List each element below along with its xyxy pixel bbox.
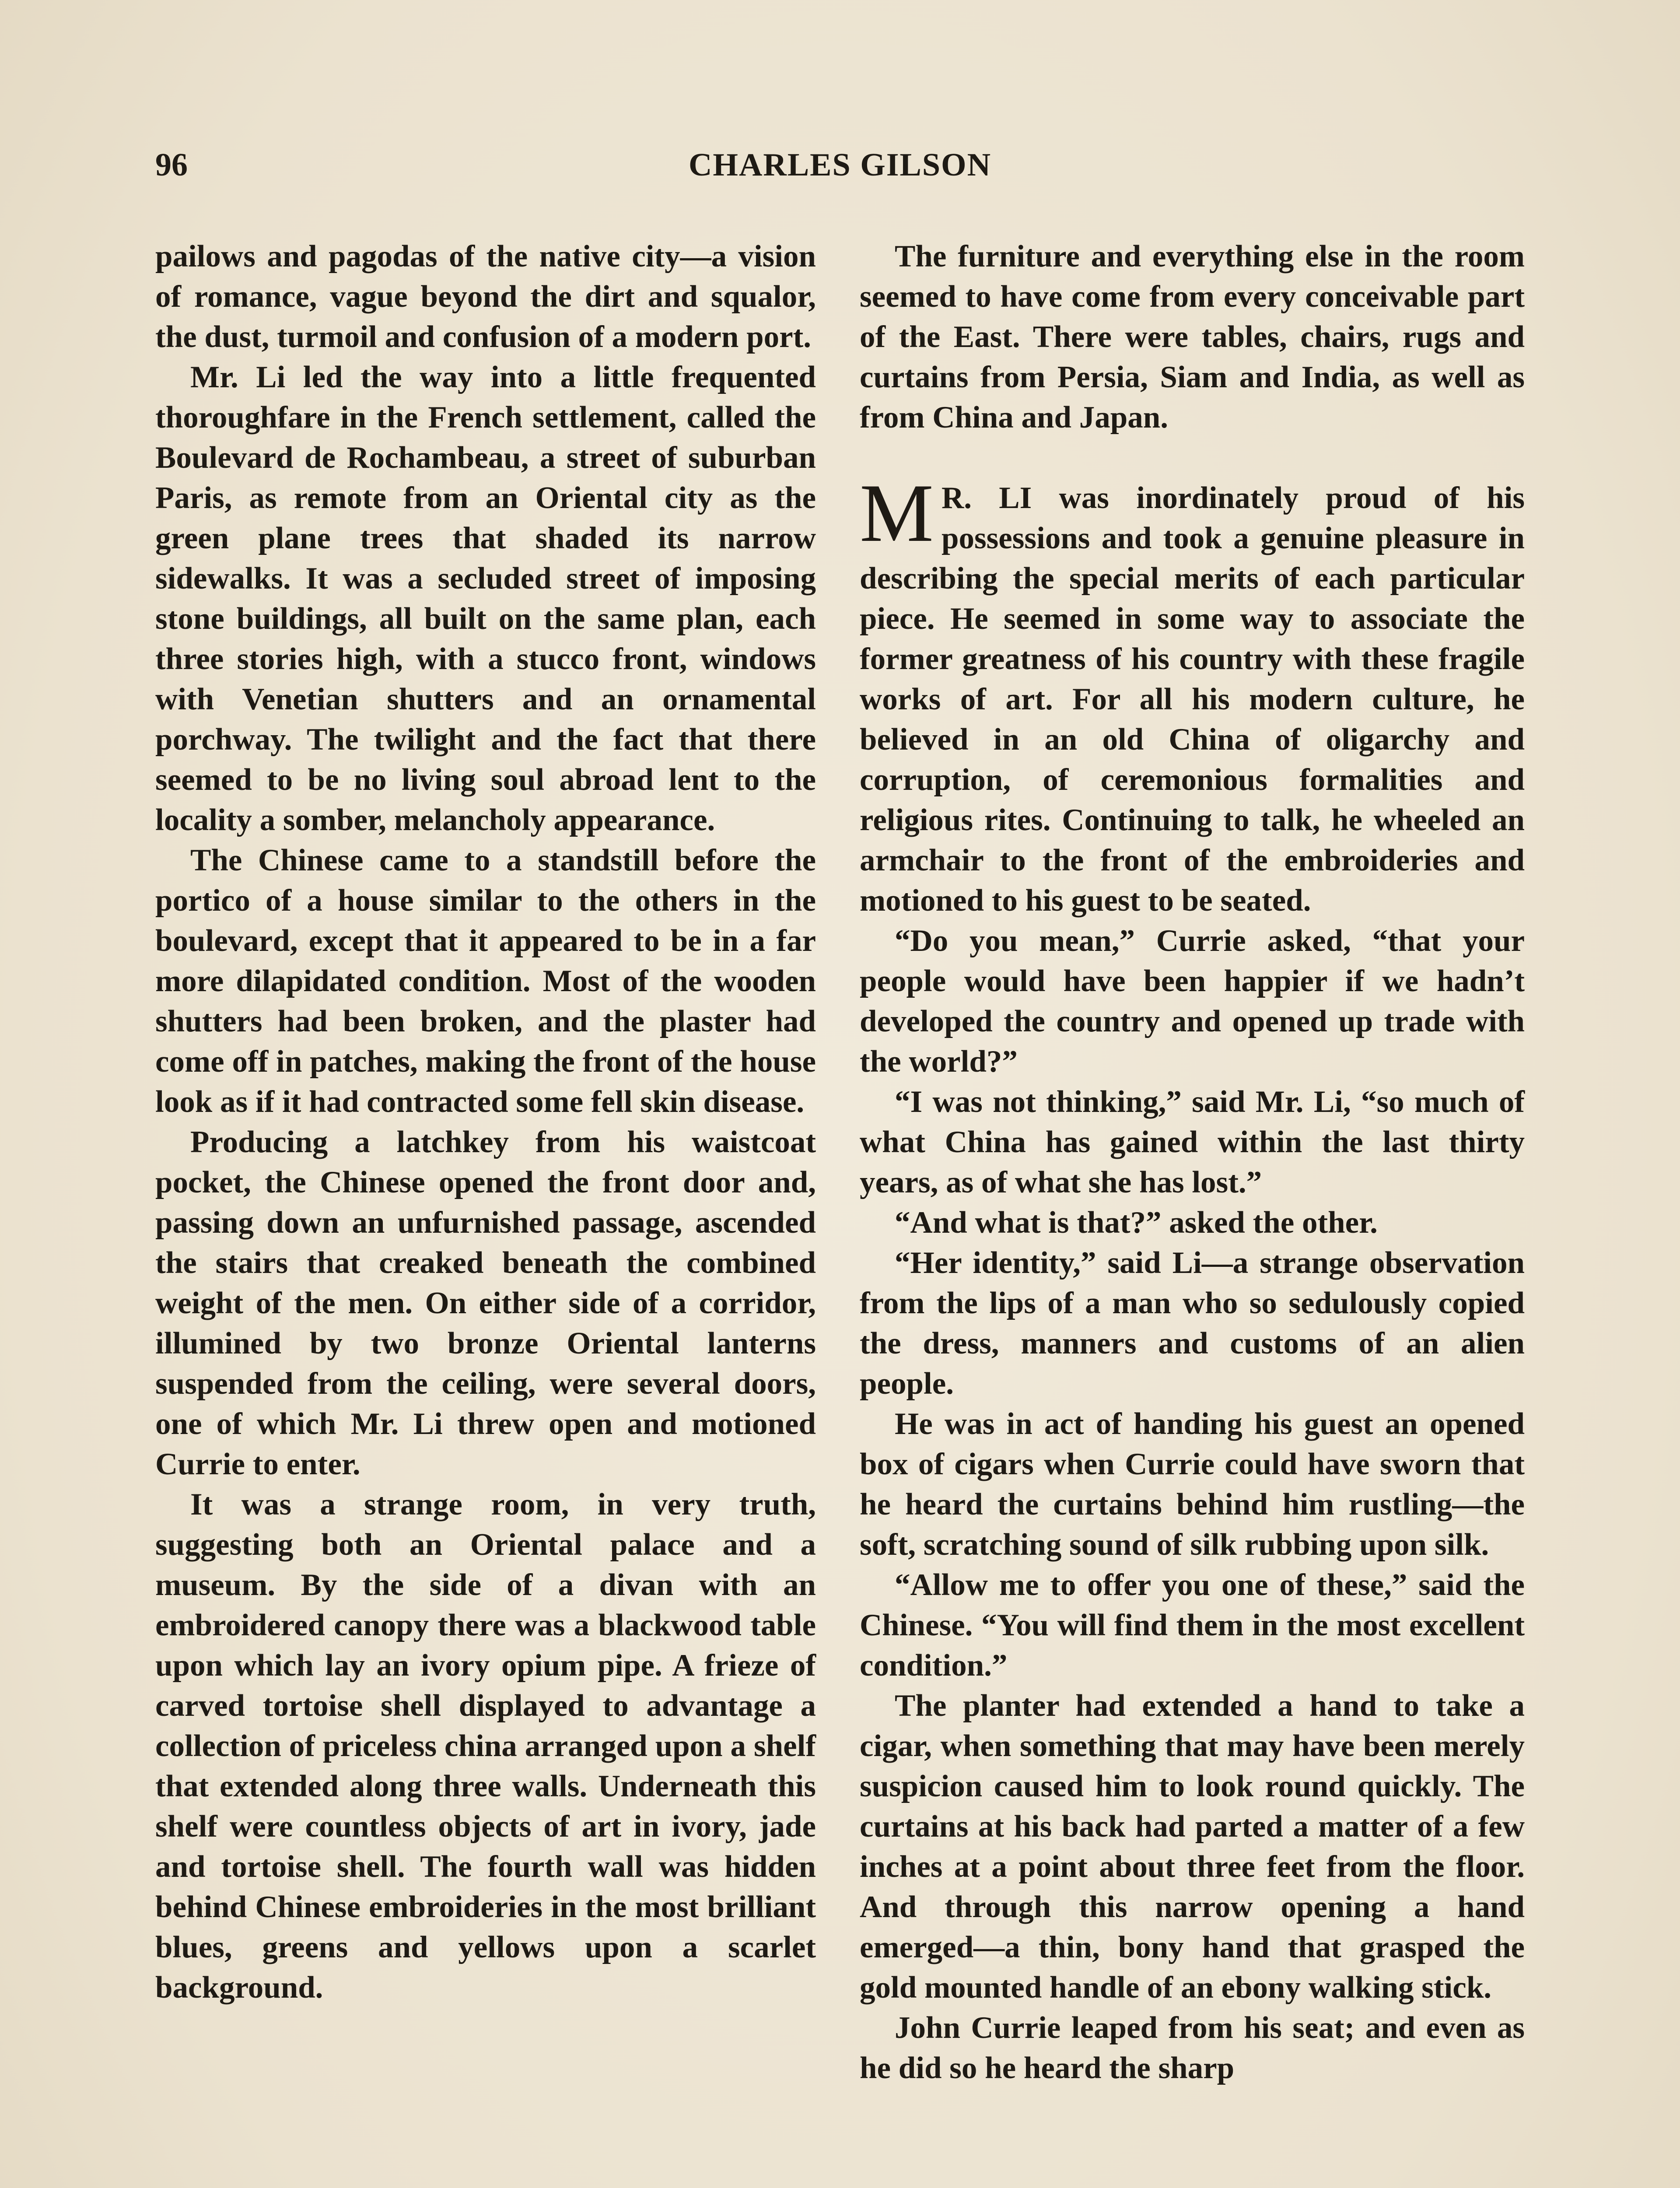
running-head: CHARLES GILSON bbox=[688, 147, 992, 183]
dropcap-paragraph-text: R. LI was inordinately proud of his possessions and took a genuine pleasure in describing the special merits of each particular piece. He seemed in some way to associate the former greatness of his country with these fragile works of art. For all his modern culture, he believed in an old China of oligarchy and corruption, of ceremonious formalities and religious rites. Continuing to talk, he wheeled an armchair to the front of the embroideries and motioned to his guest to be seated. bbox=[860, 481, 1525, 918]
right-column bbox=[860, 236, 1525, 2088]
page-header bbox=[155, 147, 1525, 195]
section-break bbox=[860, 438, 1525, 478]
drop-cap: M bbox=[860, 467, 934, 559]
paragraph: John Currie leaped from his seat; and even as he did so he heard the sharp bbox=[860, 2011, 1525, 2085]
paragraph: The Chinese came to a standstill before the portico of a house similar to the others in the boulevard, except that it appeared to be in a far more dilapidated condition. Most of the wooden shutters had been broken, and the plaster had come off in patches, making the front of the house look as if it had contracted some fell skin disease. bbox=[155, 843, 816, 1119]
paragraph: Producing a latchkey from his waistcoat pocket, the Chinese opened the front door and, passing down an unfurnished passage, ascended the stairs that creaked beneath the combined weight of the men. On either side of a corridor, illumined by two bronze Oriental lanterns suspended from the ceiling, were several doors, one of which Mr. Li threw open and motioned Currie to enter. bbox=[155, 1125, 816, 1481]
paragraph: He was in act of handing his guest an opened box of cigars when Currie could have sworn that he heard the curtains behind him rustling—the soft, scratching sound of silk rubbing upon silk. bbox=[860, 1407, 1525, 1562]
paragraph: “And what is that?” asked the other. bbox=[895, 1206, 1378, 1240]
paragraph: The furniture and everything else in the room seemed to have come from every conceivable part of the East. There were tables, chairs, rugs and curtains from Persia, Siam and India, as well as from China and Japan. bbox=[860, 239, 1525, 435]
paragraph: “Allow me to offer you one of these,” said the Chinese. “You will find them in the most excellent condition.” bbox=[860, 1568, 1525, 1683]
paragraph: “Do you mean,” Currie asked, “that your people would have been happier if we hadn’t developed the country and opened up trade with the world?” bbox=[860, 924, 1525, 1079]
page-number: 96 bbox=[155, 147, 188, 183]
paragraph: pailows and pagodas of the native city—a vision of romance, vague beyond the dirt and squalor, the dust, turmoil and confusion of a modern port. bbox=[155, 239, 816, 354]
left-column bbox=[155, 236, 816, 2008]
paragraph: The planter had extended a hand to take a cigar, when something that may have been merely suspicion caused him to look round quickly. The curtains at his back had parted a matter of a few inches at a point about three feet from the floor. And through this narrow opening a hand emerged—a thin, bony hand that grasped the gold mounted handle of an ebony walking stick. bbox=[860, 1689, 1525, 2005]
paragraph: Mr. Li led the way into a little frequented thoroughfare in the French settlement, called the Boulevard de Rochambeau, a street of suburban Paris, as remote from an Oriental city as the green plane trees that shaded its narrow sidewalks. It was a secluded street of imposing stone buildings, all built on the same plan, each three stories high, with a stucco front, windows with Venetian shutters and an ornamental porchway. The twilight and the fact that there seemed to be no living soul abroad lent to the locality a somber, melancholy appearance. bbox=[155, 360, 816, 837]
paragraph: It was a strange room, in very truth, suggesting both an Oriental palace and a museum. By the side of a divan with an embroidered canopy there was a blackwood table upon which lay an ivory opium pipe. A frieze of carved tortoise shell displayed to advantage a collection of priceless china arranged upon a shelf that extended along three walls. Underneath this shelf were countless objects of art in ivory, jade and tortoise shell. The fourth wall was hidden behind Chinese embroideries in the most brilliant blues, greens and yellows upon a scarlet background. bbox=[155, 1487, 816, 2005]
dropcap-paragraph bbox=[860, 467, 1525, 921]
paragraph: “Her identity,” said Li—a strange observation from the lips of a man who so sedulously copied the dress, manners and customs of an alien people. bbox=[860, 1246, 1525, 1401]
paragraph: “I was not thinking,” said Mr. Li, “so much of what China has gained within the last thirty years, as of what she has lost.” bbox=[860, 1085, 1525, 1199]
